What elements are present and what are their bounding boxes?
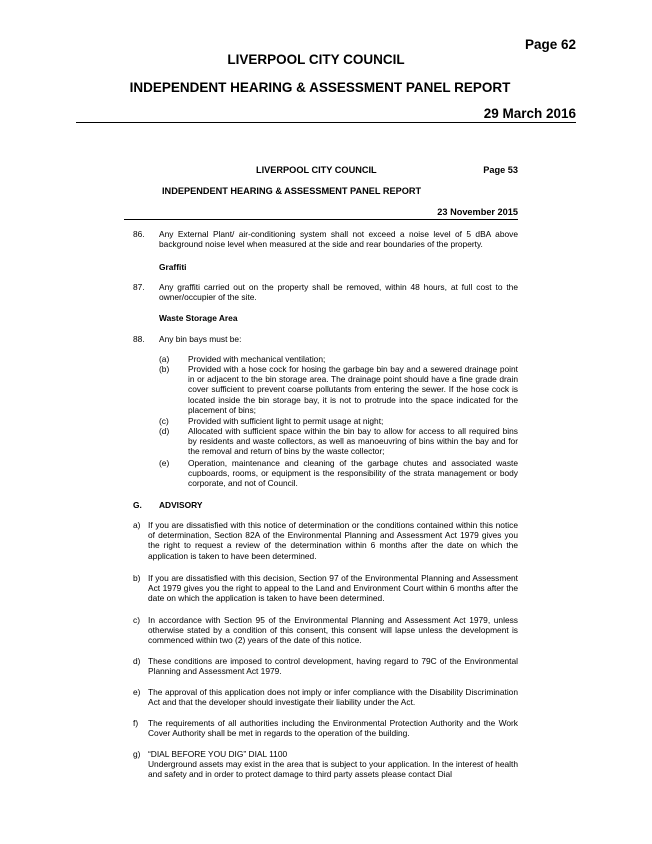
outer-council-title: LIVERPOOL CITY COUNCIL bbox=[227, 52, 405, 67]
list-item-label: (d) bbox=[159, 426, 170, 436]
advisory-item-label: g) bbox=[133, 749, 141, 759]
condition-number: 88. bbox=[133, 334, 145, 344]
list-item-text: Provided with a hose cock for hosing the garbage bin bay and a sewered drainage point in or adjacent to the bin storage area. The drainage point should have a fine grade drain cover sufficient to prevent coarse pollutants from entering the sewer. If the hose cock is located inside the bin storage bay, it is not to protrude into the space indicated for the placement of bins; bbox=[188, 364, 518, 415]
advisory-item-label: e) bbox=[133, 687, 141, 697]
inner-council-title: LIVERPOOL CITY COUNCIL bbox=[256, 165, 377, 175]
list-item-label: (c) bbox=[159, 416, 169, 426]
advisory-item-text: If you are dissatisfied with this decision, Section 97 of the Environmental Planning and Assessment Act 1979 gives you the right to appeal to the Land and Environment Court within 6 months after the date on which the application is taken to have been determined. bbox=[148, 573, 518, 604]
advisory-item-label: d) bbox=[133, 656, 141, 666]
condition-number: 86. bbox=[133, 229, 145, 239]
advisory-item-text: The approval of this application does not imply or infer compliance with the Disability Discrimination Act and that the developer should investigate their liability under the Act. bbox=[148, 687, 518, 708]
list-item-label: (a) bbox=[159, 354, 170, 364]
list-item-text: Allocated with sufficient space within the bin bay to allow for access to all required bins by residents and waste collectors, as well as manoeuvring of bins within the bay and for the removal and return of bins by the waste collector; bbox=[188, 426, 518, 457]
outer-page-number: Page 62 bbox=[524, 37, 576, 52]
advisory-letter: G. bbox=[133, 500, 142, 510]
advisory-item-text: In accordance with Section 95 of the Environmental Planning and Assessment Act 1979, unless otherwise stated by a condition of this consent, this consent will lapse unless the development is commenced within two (2) years of the date of this notice. bbox=[148, 615, 518, 646]
list-item-label: (b) bbox=[159, 364, 170, 374]
inner-header-divider bbox=[124, 219, 518, 220]
outer-report-date: 29 March 2016 bbox=[483, 106, 576, 121]
advisory-item-line: “DIAL BEFORE YOU DIG” DIAL 1100 bbox=[148, 749, 288, 759]
advisory-heading: ADVISORY bbox=[159, 500, 203, 510]
section-heading-waste: Waste Storage Area bbox=[159, 313, 238, 323]
condition-text: Any graffiti carried out on the property shall be removed, within 48 hours, at full cost to the owner/occupier of the site. bbox=[159, 282, 518, 303]
advisory-item-label: c) bbox=[133, 615, 140, 625]
advisory-item-text: The requirements of all authorities including the Environmental Protection Authority and the Work Cover Authority shall be met in regards to the operation of the building. bbox=[148, 718, 518, 739]
advisory-item-label: a) bbox=[133, 520, 141, 530]
inner-report-title: INDEPENDENT HEARING & ASSESSMENT PANEL REPORT bbox=[162, 186, 422, 196]
inner-report-date: 23 November 2015 bbox=[437, 207, 518, 217]
outer-report-title: INDEPENDENT HEARING & ASSESSMENT PANEL REPORT bbox=[129, 80, 511, 95]
list-item-text: Provided with sufficient light to permit usage at night; bbox=[188, 416, 384, 426]
advisory-item-text: If you are dissatisfied with this notice of determination or the conditions contained within this notice of determination, Section 82A of the Environmental Planning and Assessment Act 1979 gives you the right to request a review of the determination within 6 months after the date on which the application is taken to have been determined. bbox=[148, 520, 518, 561]
advisory-item-text: These conditions are imposed to control development, having regard to 79C of the Environmental Planning and Assessment Act 1979. bbox=[148, 656, 518, 677]
list-item-label: (e) bbox=[159, 458, 170, 468]
list-item-text: Operation, maintenance and cleaning of the garbage chutes and associated waste cupboards, rooms, or equipment is the responsibility of the strata management or body corporate, and not of Council. bbox=[188, 458, 518, 489]
condition-text: Any External Plant/ air-conditioning system shall not exceed a noise level of 5 dBA above background noise level when measured at the side and rear boundaries of the property. bbox=[159, 229, 518, 250]
inner-page-number: Page 53 bbox=[483, 165, 518, 175]
outer-header-divider bbox=[76, 122, 576, 123]
advisory-item-label: b) bbox=[133, 573, 141, 583]
list-item-text: Provided with mechanical ventilation; bbox=[188, 354, 326, 364]
advisory-item-text: Underground assets may exist in the area that is subject to your application. In the interest of health and safety and in order to protect damage to third party assets please contact Dial bbox=[148, 759, 518, 780]
condition-number: 87. bbox=[133, 282, 145, 292]
advisory-item-label: f) bbox=[133, 718, 139, 728]
section-heading-graffiti: Graffiti bbox=[159, 262, 187, 272]
condition-text: Any bin bays must be: bbox=[159, 334, 242, 344]
